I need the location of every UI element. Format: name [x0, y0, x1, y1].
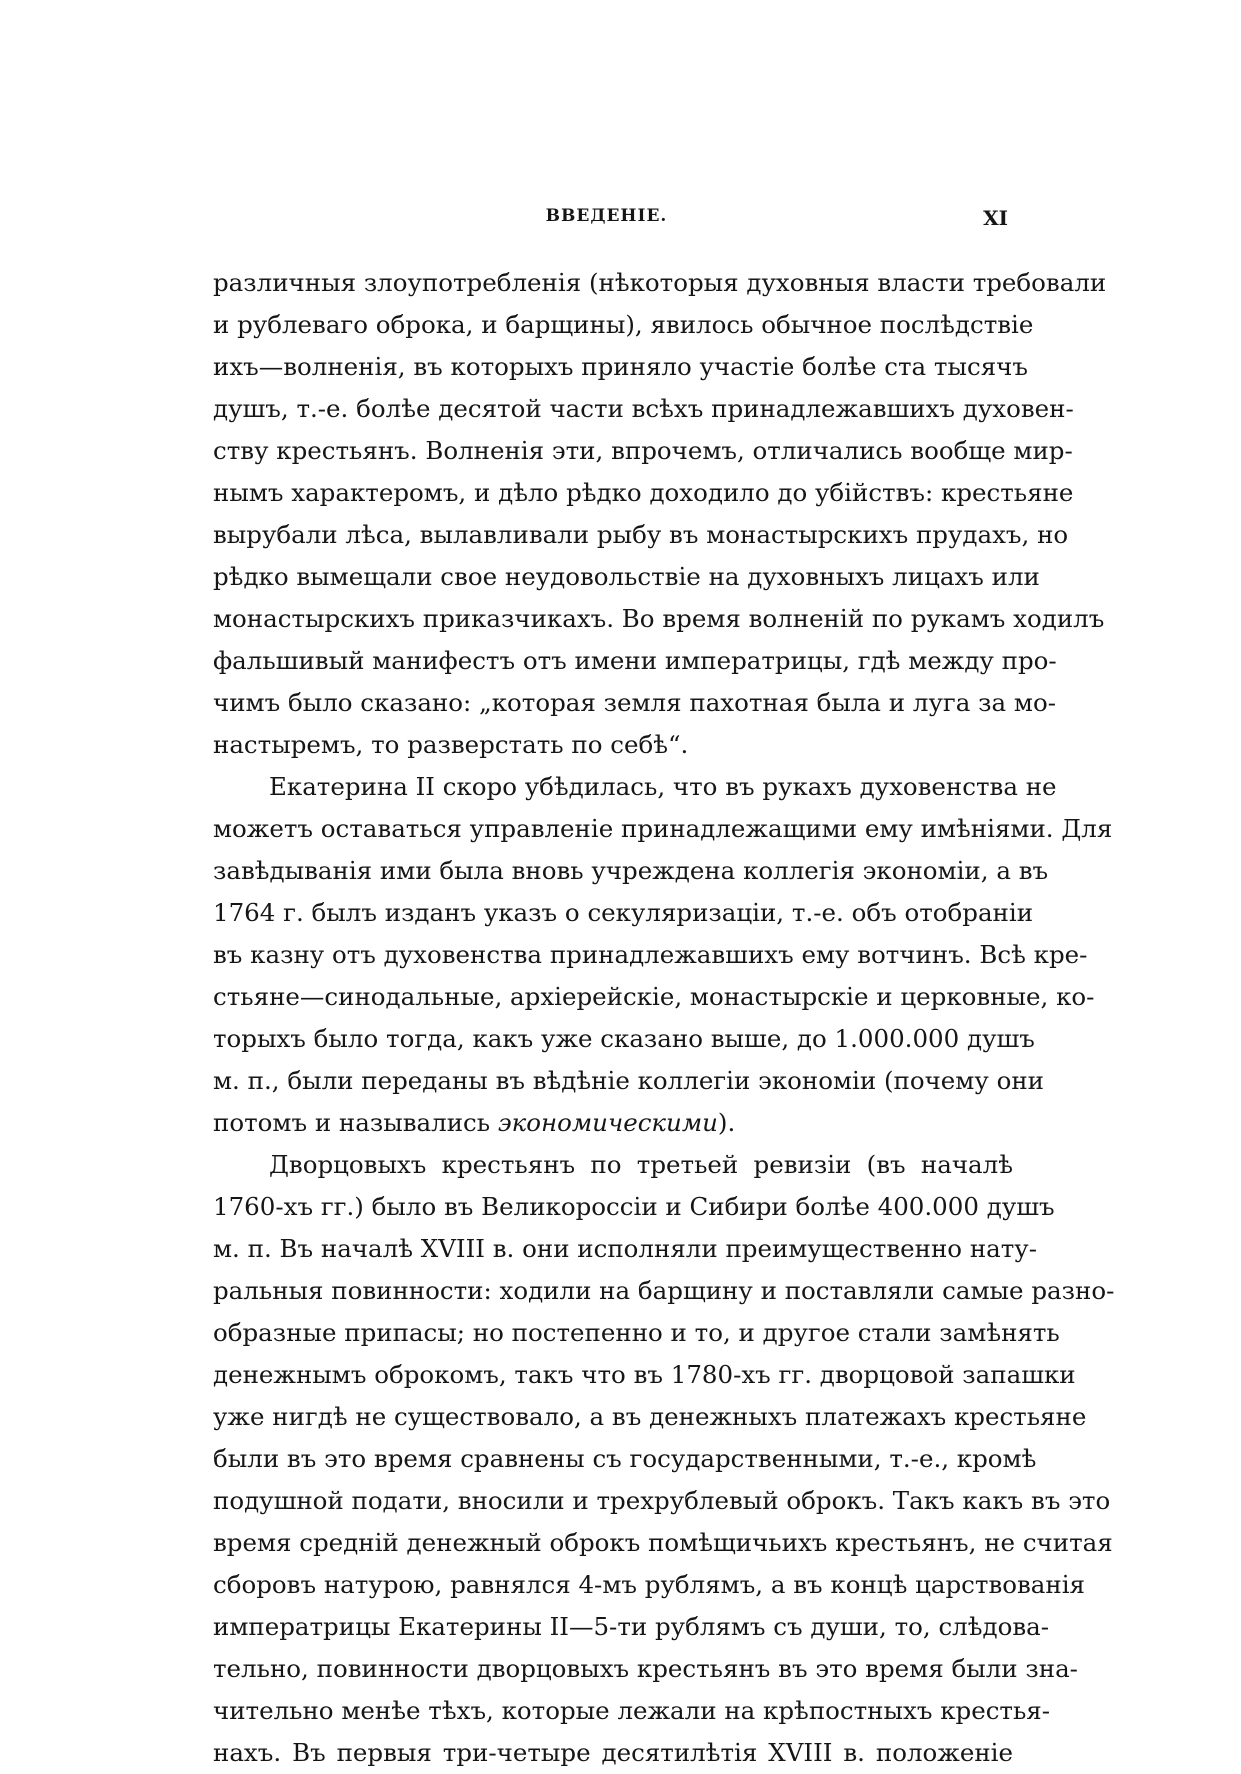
text-line: торыхъ было тогда, какъ уже сказано выше, до 1.000.000 душъ — [213, 1024, 1035, 1053]
text-line: нахъ. Въ первыя три-четыре десятилѣтія XVIII в. положеніе — [213, 1738, 1013, 1767]
running-head-title: ВВЕДЕНІЕ. — [545, 206, 668, 226]
text-line: и рублеваго оброка, и барщины), явилось обычное послѣдствіе — [213, 310, 1034, 339]
text-line — [213, 1102, 1013, 1144]
text-line: ству крестьянъ. Волненія эти, впрочемъ, отличались вообще мир- — [213, 436, 1073, 465]
text-line: подушной подати, вносили и трехрублевый оброкъ. Такъ какъ въ это — [213, 1486, 1111, 1515]
text-segment: потомъ и назывались — [213, 1108, 498, 1137]
text-line: различныя злоупотребленія (нѣкоторыя духовныя власти требовали — [213, 268, 1107, 297]
text-line: ихъ—волненія, въ которыхъ приняло участіе болѣе ста тысячъ — [213, 352, 1028, 381]
text-line: м. п., были переданы въ вѣдѣніе коллегіи экономіи (почему они — [213, 1066, 1044, 1095]
paragraph-1 — [213, 262, 1107, 766]
text-line: фальшивый манифестъ отъ имени императрицы, гдѣ между про- — [213, 646, 1057, 675]
text-line: императрицы Екатерины II—5-ти рублямъ съ души, то, слѣдова- — [213, 1612, 1050, 1641]
text-line: чимъ было сказано: „которая земля пахотная была и луга за мо- — [213, 688, 1056, 717]
text-line: душъ, т.-е. болѣе десятой части всѣхъ принадлежавшихъ духовен- — [213, 394, 1074, 423]
body-text — [213, 262, 1115, 1774]
text-line: рѣдко вымещали свое неудовольствіе на духовныхъ лицахъ или — [213, 562, 1040, 591]
text-line: стьяне—синодальные, архіерейскіе, монастырскіе и церковные, ко- — [213, 982, 1095, 1011]
paragraph-3 — [213, 1144, 1115, 1774]
text-line: 1760-хъ гг.) было въ Великороссіи и Сибири болѣе 400.000 душъ — [213, 1192, 1055, 1221]
text-line: были въ это время сравнены съ государственными, т.-е., кромѣ — [213, 1444, 1037, 1473]
text-line: 1764 г. былъ изданъ указъ о секуляризаціи, т.-е. объ отобраніи — [213, 898, 1034, 927]
text-line: настыремъ, то разверстать по себѣ“. — [213, 730, 689, 759]
text-line: монастырскихъ приказчикахъ. Во время волненій по рукамъ ходилъ — [213, 604, 1105, 633]
text-line: можетъ оставаться управленіе принадлежащими ему имѣніями. Для — [213, 814, 1113, 843]
text-line: чительно менѣе тѣхъ, которые лежали на крѣпостныхъ крестья- — [213, 1696, 1051, 1725]
page-number: XI — [983, 206, 1008, 230]
running-head — [205, 206, 1008, 236]
text-segment: ). — [717, 1108, 736, 1137]
text-line: Екатерина II скоро убѣдилась, что въ рукахъ духовенства не — [269, 772, 1057, 801]
italic-term: экономическими — [497, 1108, 718, 1137]
text-line: въ казну отъ духовенства принадлежавшихъ ему вотчинъ. Всѣ кре- — [213, 940, 1088, 969]
paragraph-2 — [213, 766, 1113, 1144]
text-line: денежнымъ оброкомъ, такъ что въ 1780-хъ гг. дворцовой запашки — [213, 1360, 1076, 1389]
text-line: нымъ характеромъ, и дѣло рѣдко доходило до убійствъ: крестьяне — [213, 478, 1074, 507]
text-line: м. п. Въ началѣ XVIII в. они исполняли преимущественно нату- — [213, 1234, 1038, 1263]
text-line: завѣдыванія ими была вновь учреждена коллегія экономіи, а въ — [213, 856, 1049, 885]
text-line: время средній денежный оброкъ помѣщичьихъ крестьянъ, не считая — [213, 1528, 1113, 1557]
text-line: ральныя повинности: ходили на барщину и поставляли самые разно- — [213, 1276, 1115, 1305]
text-line: уже нигдѣ не существовало, а въ денежныхъ платежахъ крестьяне — [213, 1402, 1087, 1431]
text-line: образные припасы; но постепенно и то, и другое стали замѣнять — [213, 1318, 1060, 1347]
text-line: Дворцовыхъ крестьянъ по третьей ревизіи (въ началѣ — [269, 1150, 1013, 1179]
text-line: тельно, повинности дворцовыхъ крестьянъ въ это время были зна- — [213, 1654, 1078, 1683]
text-line: вырубали лѣса, вылавливали рыбу въ монастырскихъ прудахъ, но — [213, 520, 1069, 549]
text-line: сборовъ натурою, равнялся 4-мъ рублямъ, а въ концѣ царствованія — [213, 1570, 1086, 1599]
